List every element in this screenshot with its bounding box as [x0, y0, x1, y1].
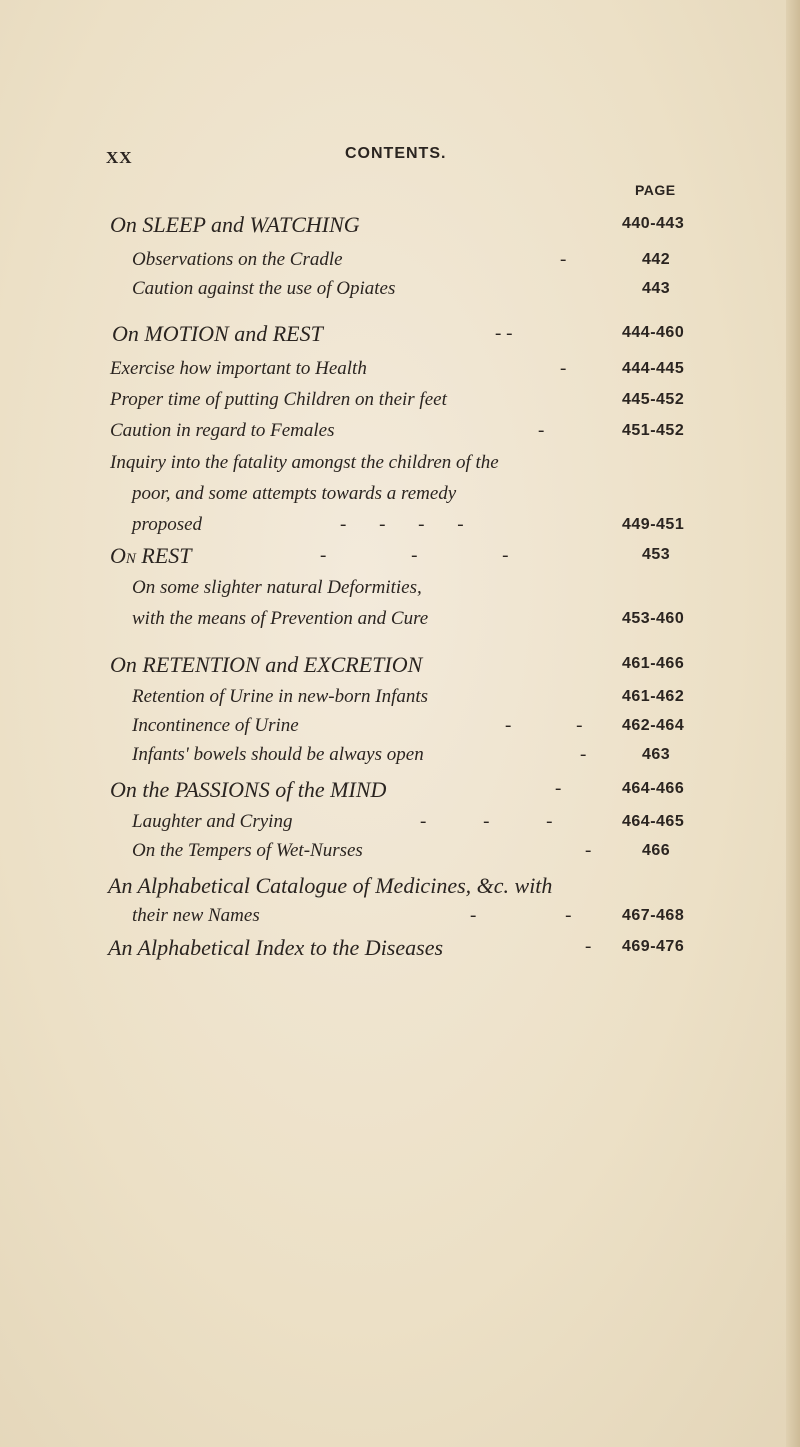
toc-page-wet-nurses: 466 — [642, 842, 671, 859]
toc-entry-urine-infants: Retention of Urine in new-born Infants — [132, 686, 429, 707]
page-number-roman: XX — [106, 148, 133, 167]
toc-leader: - - — [505, 715, 613, 736]
toc-leader: - — [560, 249, 567, 270]
toc-page-sleep: 440-443 — [622, 215, 685, 232]
toc-entry-incontinence: Incontinence of Urine — [132, 715, 299, 736]
page-column-label: PAGE — [635, 182, 676, 198]
toc-entry-exercise: Exercise how important to Health — [110, 358, 367, 379]
toc-page-urine-infants: 461-462 — [622, 688, 685, 705]
toc-page-bowels: 463 — [642, 746, 671, 763]
toc-page-laughter: 464-465 — [622, 813, 685, 830]
toc-page-deformities: 453-460 — [622, 610, 685, 627]
toc-leader: - — [555, 778, 562, 799]
toc-leader: - — [580, 744, 587, 765]
toc-entry-inquiry-line2: poor, and some attempts towards a remedy — [132, 483, 457, 504]
toc-page-inquiry: 449-451 — [622, 516, 685, 533]
toc-entry-females: Caution in regard to Females — [110, 420, 335, 441]
toc-entry-deformities-line2: with the means of Prevention and Cure — [132, 608, 429, 629]
toc-entry-catalogue-line1: An Alphabetical Catalogue of Medicines, &c. with — [108, 873, 553, 898]
toc-entry-retention: On RETENTION and EXCRETION — [110, 652, 423, 677]
toc-page-catalogue: 467-468 — [622, 907, 685, 924]
toc-entry-inquiry-line3: proposed — [132, 514, 203, 535]
page-edge-shadow — [786, 0, 800, 1447]
toc-leader: - — [585, 936, 592, 957]
toc-leader: - — [585, 840, 592, 861]
toc-page-opiates: 443 — [642, 280, 671, 297]
toc-page-females: 451-452 — [622, 422, 685, 439]
toc-entry-cradle: Observations on the Cradle — [132, 249, 343, 270]
toc-entry-bowels: Infants' bowels should be always open — [132, 744, 424, 765]
toc-entry-sleep: On SLEEP and WATCHING — [110, 212, 360, 237]
toc-page-retention: 461-466 — [622, 655, 685, 672]
toc-entry-motion: On MOTION and REST — [112, 321, 323, 346]
toc-leader: - - — [495, 323, 513, 344]
toc-entry-wet-nurses: On the Tempers of Wet-Nurses — [132, 840, 363, 861]
page-title: CONTENTS. — [345, 145, 447, 162]
toc-entry-deformities-line1: On some slighter natural Deformities, — [132, 577, 422, 598]
toc-leader: - - - — [420, 811, 579, 832]
toc-page-cradle: 442 — [642, 251, 671, 268]
toc-entry-inquiry-line1: Inquiry into the fatality amongst the children of the — [110, 452, 499, 473]
toc-page-index: 469-476 — [622, 938, 685, 955]
toc-entry-catalogue-line2: their new Names — [132, 905, 260, 926]
toc-entry-passions: On the PASSIONS of the MIND — [110, 777, 387, 802]
toc-page-rest: 453 — [642, 546, 671, 563]
toc-page-incontinence: 462-464 — [622, 717, 685, 734]
toc-leader: - — [538, 420, 545, 441]
toc-leader: - - - — [320, 545, 549, 566]
toc-leader: - — [560, 358, 567, 379]
toc-entry-index: An Alphabetical Index to the Diseases — [108, 935, 444, 960]
toc-entry-opiates: Caution against the use of Opiates — [132, 278, 396, 299]
toc-entry-laughter: Laughter and Crying — [132, 811, 293, 832]
toc-entry-rest: On REST — [110, 543, 192, 568]
toc-page-children-feet: 445-452 — [622, 391, 685, 408]
toc-page-exercise: 444-445 — [622, 360, 685, 377]
toc-page-motion: 444-460 — [622, 324, 685, 341]
toc-entry-children-feet: Proper time of putting Children on their feet — [110, 389, 447, 410]
toc-leader: - - — [470, 905, 614, 926]
toc-leader: - - - - — [340, 514, 478, 535]
toc-page-passions: 464-466 — [622, 780, 685, 797]
